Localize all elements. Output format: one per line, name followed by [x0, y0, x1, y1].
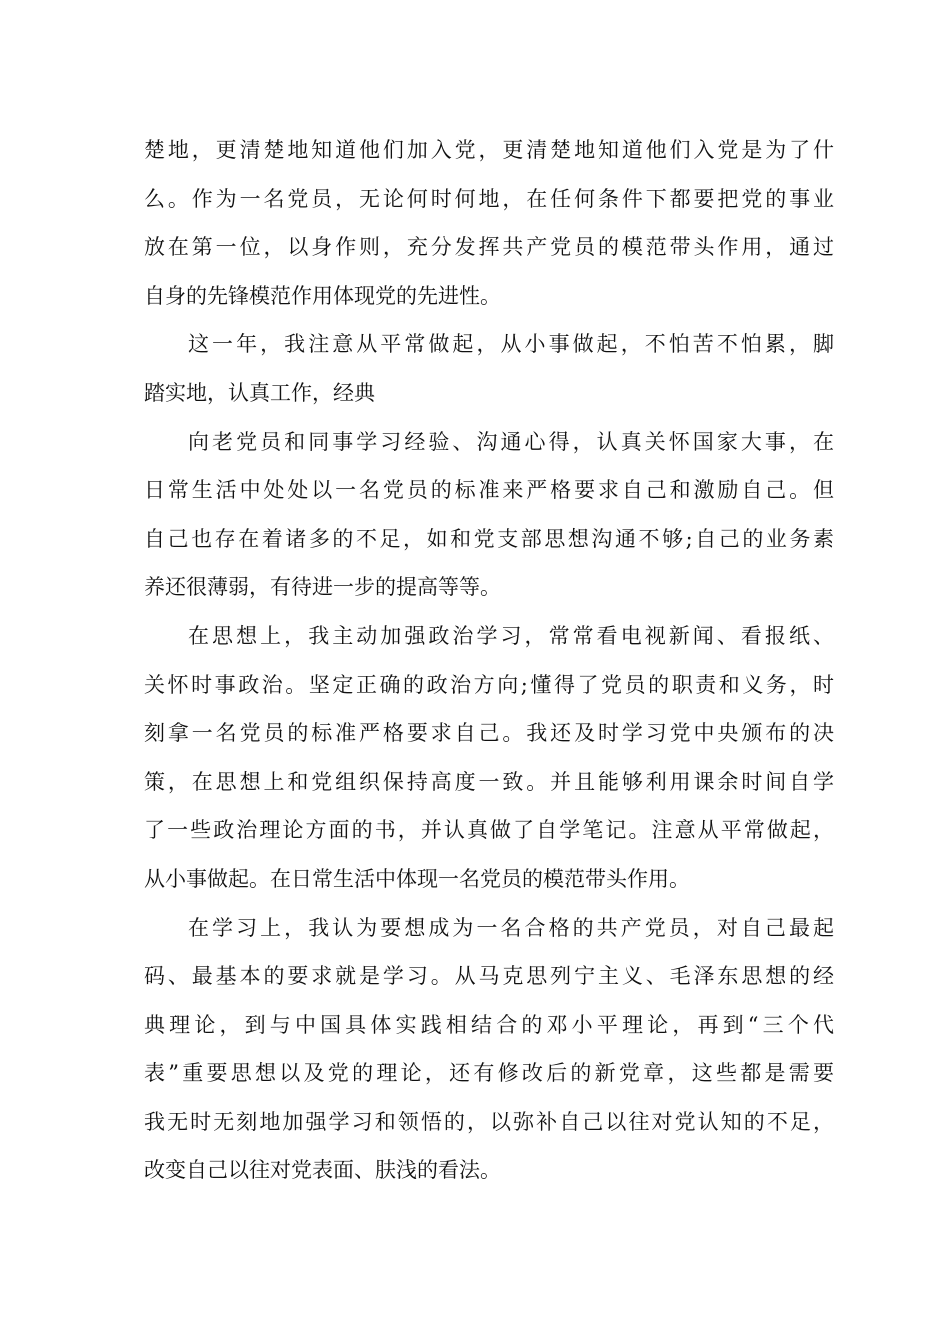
- text-line: 典理论，到与中国具体实践相结合的邓小平理论，再到“三个代: [144, 1012, 834, 1037]
- document-body: [144, 126, 834, 1195]
- text-line: 了一些政治理论方面的书，并认真做了自学笔记。注意从平常做起，: [144, 818, 834, 843]
- text-line: 向老党员和同事学习经验、沟通心得，认真关怀国家大事，在: [188, 429, 834, 454]
- text-line: 从小事做起。在日常生活中体现一名党员的模范带头作用。: [144, 866, 690, 891]
- paragraph-1: [144, 126, 834, 320]
- text-line: 日常生活中处处以一名党员的标准来严格要求自己和激励自己。但: [144, 478, 834, 503]
- text-line: 关怀时事政治。坚定正确的政治方向;懂得了党员的职责和义务，时: [144, 672, 834, 697]
- text-line: 么。作为一名党员，无论何时何地，在任何条件下都要把党的事业: [144, 186, 834, 211]
- text-line: 策，在思想上和党组织保持高度一致。并且能够利用课余时间自学: [144, 769, 834, 794]
- text-line: 自身的先锋模范作用体现党的先进性。: [144, 283, 501, 308]
- text-line: 养还很薄弱，有待进一步的提高等等。: [144, 575, 501, 600]
- text-line: 楚地，更清楚地知道他们加入党，更清楚地知道他们入党是为了什: [144, 138, 834, 162]
- paragraph-5: [144, 904, 834, 1196]
- text-line: 我无时无刻地加强学习和领悟的，以弥补自己以往对党认知的不足，: [144, 1109, 834, 1134]
- text-line: 刻拿一名党员的标准严格要求自己。我还及时学习党中央颁布的决: [144, 721, 834, 746]
- text-line: 改变自己以往对党表面、肤浅的看法。: [144, 1158, 501, 1183]
- text-line: 表”重要思想以及党的理论，还有修改后的新党章，这些都是需要: [144, 1061, 834, 1086]
- text-line: 在思想上，我主动加强政治学习，常常看电视新闻、看报纸、: [188, 623, 834, 648]
- text-line: 放在第一位，以身作则，充分发挥共产党员的模范带头作用，通过: [144, 235, 834, 260]
- text-line: 自己也存在着诸多的不足，如和党支部思想沟通不够;自己的业务素: [144, 526, 834, 551]
- text-line: 码、最基本的要求就是学习。从马克思列宁主义、毛泽东思想的经: [144, 964, 834, 989]
- paragraph-2: [144, 320, 834, 417]
- text-line: 踏实地，认真工作，经典: [144, 380, 375, 405]
- paragraph-4: [144, 612, 834, 904]
- paragraph-3: [144, 418, 834, 612]
- text-line: 在学习上，我认为要想成为一名合格的共产党员，对自己最起: [188, 915, 834, 940]
- text-line: 这一年，我注意从平常做起，从小事做起，不怕苦不怕累，脚: [188, 332, 834, 357]
